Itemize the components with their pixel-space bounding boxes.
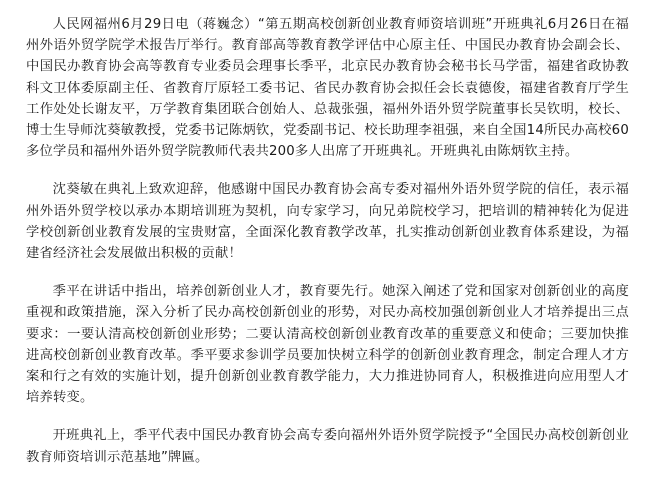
article-paragraph-1: 人民网福州6月29日电（蒋巍念）“第五期高校创新创业教育师资培训班”开班典礼6月26日在福州外语外贸学院学术报告厅举行。教育部高等教育教学评估中心原主任、中国民办教育协会副会长、中国民办教育协会高等教育专业委员会理事长季平，北京民办教育协会秘书长马学雷，福建省政协教科文卫体委原副主任、省教育厅原轻工委书记、省民办教育协会拟任会长袁德俊，福建省教育厅学生工作处处长谢友平，万学教育集团联合创始人、总裁张强，福州外语外贸学院董事长吴钦明，校长、博士生导师沈葵敏教授，党委书记陈炳钦，党委副书记、校长助理李祖强，来自全国14所民办高校60多位学员和福州外语外贸学院教师代表共200多人出席了开班典礼。开班典礼由陈炳钦主持。	[26, 17, 629, 160]
article-paragraph-4: 开班典礼上，季平代表中国民办教育协会高专委向福州外语外贸学院授予“全国民办高校创新创业教育师资培训示范基地”牌匾。	[26, 428, 629, 465]
article-paragraph-2: 沈葵敏在典礼上致欢迎辞，他感谢中国民办教育协会高专委对福州外语外贸学院的信任，表示福州外语外贸学校以承办本期培训班为契机，向专家学习，向兄弟院校学习，把培训的精神转化为促进学校创新创业教育发展的宝贵财富，全面深化教育教学改革，扎实推动创新创业教育体系建设，为福建省经济社会发展做出积极的贡献！	[26, 182, 629, 262]
article-paragraph-3: 季平在讲话中指出，培养创新创业人才，教育要先行。她深入阐述了党和国家对创新创业的高度重视和政策措施，深入分析了民办高校创新创业的形势，对民办高校加强创新创业人才培养提出三点要求：一要认清高校创新创业形势；二要认清高校创新创业教育改革的重要意义和使命；三要加快推进高校创新创业教育改革。季平要求参训学员要加快树立科学的创新创业教育理念，制定合理人才方案和行之有效的实施计划，提升创新创业教育教学能力，大力推进协同育人，积极推进向应用型人才培养转变。	[26, 284, 629, 406]
